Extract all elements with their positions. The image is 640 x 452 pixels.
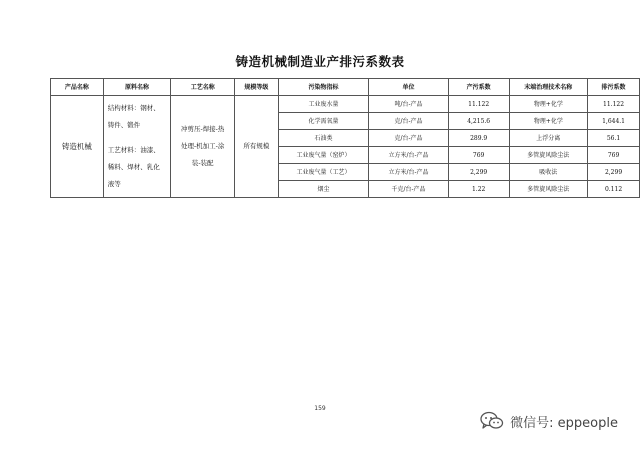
emission-coefficient-cell: 0.112 (588, 181, 640, 198)
unit-cell: 克/台-产品 (369, 113, 449, 130)
pollutant-cell: 烟尘 (278, 181, 368, 198)
scale-cell: 所有规模 (235, 96, 279, 198)
emission-coefficient-cell: 11.122 (588, 96, 640, 113)
wechat-icon (480, 411, 504, 431)
header-process-name: 工艺名称 (171, 79, 235, 96)
raw-material-line: 铸件、锻件 (107, 121, 141, 129)
pollutant-cell: 工业废气量（工艺） (278, 164, 368, 181)
treatment-cell: 上浮分离 (509, 130, 588, 147)
unit-cell: 立方米/台-产品 (369, 164, 449, 181)
process-name-cell (171, 96, 235, 198)
header-generation-coefficient: 产污系数 (448, 79, 509, 96)
emission-coefficient-cell: 1,644.1 (588, 113, 640, 130)
treatment-cell: 吸收法 (509, 164, 588, 181)
unit-cell: 立方米/台-产品 (369, 147, 449, 164)
process-line: 处理-机加工-涂 (180, 142, 225, 150)
emission-coefficient-cell: 56.1 (588, 130, 640, 147)
generation-coefficient-cell: 2,299 (448, 164, 509, 181)
generation-coefficient-cell: 4,215.6 (448, 113, 509, 130)
treatment-cell: 多管旋风除尘法 (509, 147, 588, 164)
process-line: 装-装配 (191, 159, 214, 167)
header-unit: 单位 (369, 79, 449, 96)
generation-coefficient-cell: 1.22 (448, 181, 509, 198)
pollutant-cell: 石油类 (278, 130, 368, 147)
unit-cell: 吨/台-产品 (369, 96, 449, 113)
header-scale: 规模等级 (235, 79, 279, 96)
treatment-cell: 物理+化学 (509, 96, 588, 113)
pollutant-cell: 工业废水量 (278, 96, 368, 113)
page-number: 159 (314, 405, 326, 412)
emission-coefficient-cell: 2,299 (588, 164, 640, 181)
raw-material-cell (103, 96, 171, 198)
process-line: 冲剪压-焊接-热 (180, 125, 225, 133)
watermark-text: 微信号: eppeople (510, 415, 618, 431)
product-name-cell: 铸造机械 (51, 96, 104, 198)
header-emission-coefficient: 排污系数 (588, 79, 640, 96)
table-header-row (51, 79, 640, 96)
generation-coefficient-cell: 289.9 (448, 130, 509, 147)
pollution-coefficient-table (50, 78, 640, 198)
raw-material-line: 稀料、焊材、乳化 (107, 163, 160, 171)
generation-coefficient-cell: 11.122 (448, 96, 509, 113)
unit-cell: 千克/台-产品 (369, 181, 449, 198)
raw-material-line: 工艺材料：油漆、 (107, 146, 160, 154)
generation-coefficient-cell: 769 (448, 147, 509, 164)
unit-cell: 克/台-产品 (369, 130, 449, 147)
document-title: 铸造机械制造业产排污系数表 (235, 54, 405, 69)
treatment-cell: 物理+化学 (509, 113, 588, 130)
emission-coefficient-cell: 769 (588, 147, 640, 164)
header-raw-material: 原料名称 (103, 79, 171, 96)
header-pollutant: 污染物指标 (278, 79, 368, 96)
table-row (51, 96, 640, 113)
raw-material-line: 液等 (107, 180, 121, 188)
watermark (480, 411, 618, 431)
pollutant-cell: 化学需氧量 (278, 113, 368, 130)
treatment-cell: 多管旋风除尘法 (509, 181, 588, 198)
header-treatment-technology: 末端治理技术名称 (509, 79, 588, 96)
pollutant-cell: 工业废气量（窑炉） (278, 147, 368, 164)
header-product-name: 产品名称 (51, 79, 104, 96)
raw-material-line: 结构材料：钢材、 (107, 104, 160, 112)
